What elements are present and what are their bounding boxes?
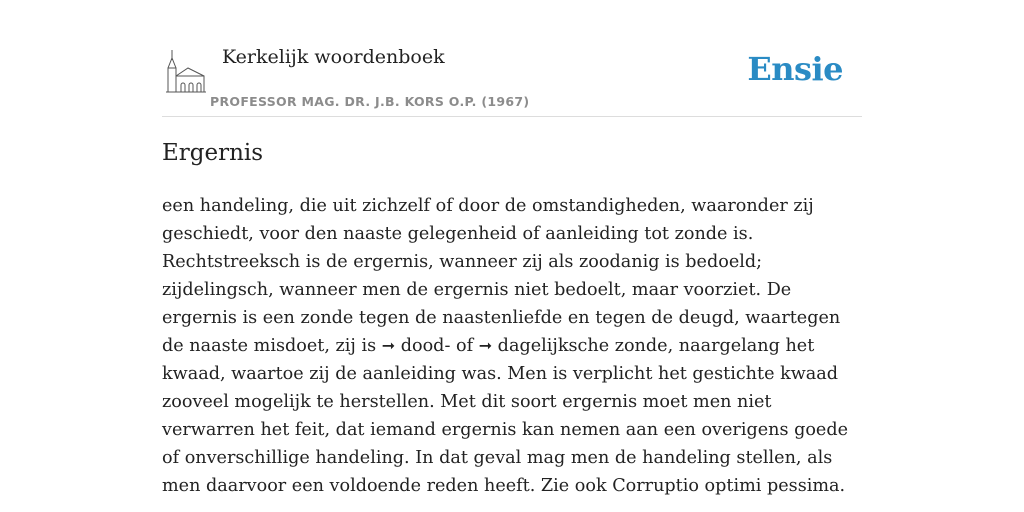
arrow-right-icon: ➞ xyxy=(381,336,396,355)
arrow-right-icon: ➞ xyxy=(478,336,493,355)
brand-logo[interactable]: Ensie xyxy=(747,50,843,88)
entry-text-part2: of xyxy=(450,336,479,356)
xref-dagelijksche-zonde-label: dagelijksche zonde xyxy=(492,336,668,356)
author-credit: PROFESSOR MAG. DR. J.B. KORS O.P. (1967) xyxy=(210,94,530,109)
xref-dagelijksche-zonde[interactable] xyxy=(479,336,668,356)
entry-title: Ergernis xyxy=(162,140,264,166)
xref-dood-label: dood- xyxy=(395,336,451,356)
entry-text-part1: een handeling, die uit zichzelf of door de omstandigheden, waaronder zij geschiedt, voor den naaste gelegenheid of aanleiding tot zonde is. Rechtstreeksch is de ergernis, wanneer zij als zoodanig is bedoeld; zijdelingsch, wanneer men de ergernis niet bedoelt, maar voorziet. De ergernis is een zonde tegen de naastenliefde en tegen de deugd, waartegen de naaste misdoet, zij is xyxy=(162,196,841,356)
page xyxy=(162,0,862,496)
book-title[interactable]: Kerkelijk woordenboek xyxy=(222,46,445,68)
entry-body xyxy=(162,192,864,500)
church-icon[interactable] xyxy=(166,50,206,94)
entry-text-part3: , naargelang het kwaad, waartoe zij de aanleiding was. Men is verplicht het gestichte kwaad zooveel mogelijk te herstellen. Met dit soort ergernis moet men niet verwarren het feit, dat iemand ergernis kan nemen aan een overigens goede of onverschillige handeling. In dat geval mag men de handeling stellen, als men daarvoor een voldoende reden heeft. Zie ook Corruptio optimi pessima. xyxy=(162,336,849,496)
xref-dood[interactable] xyxy=(382,336,451,356)
header xyxy=(162,0,862,117)
